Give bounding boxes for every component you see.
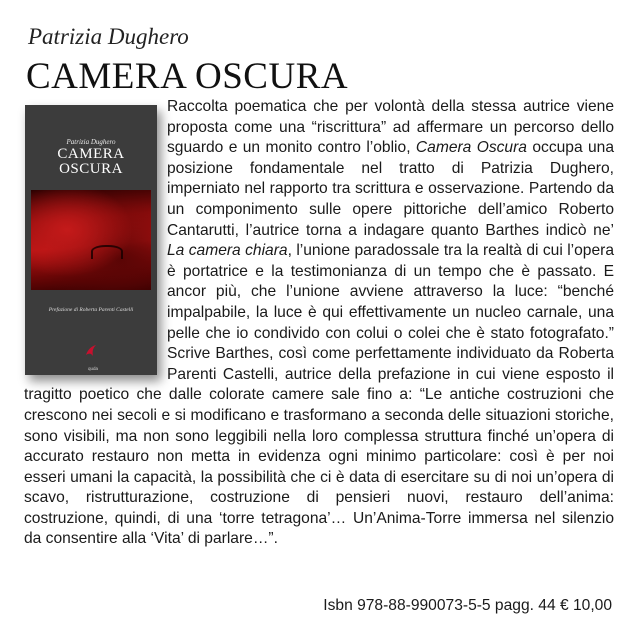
publisher-logo-icon — [83, 343, 99, 359]
book-description — [24, 97, 614, 550]
cover-title-line2: OSCURA — [59, 161, 123, 177]
text-part-2: occupa una posizione fondamentale nel tratto di Patrizia Dughero, imperniato nel rapporto tra scrittura e osservazione. Partendo da un componimento sulle opere pittoriche dell’amico Roberto Cantarutti, l’autrice torna a indagare quanto Barthes indicò ne’ — [167, 139, 615, 239]
cover-title-line1: CAMERA — [57, 146, 125, 162]
cover-publisher: quda — [87, 366, 98, 371]
book-cover-image — [25, 105, 157, 375]
cover-photo — [31, 190, 151, 290]
cover-title — [25, 147, 157, 177]
book-title: CAMERA OSCURA — [26, 56, 349, 97]
author-name: Patrizia Dughero — [28, 24, 189, 49]
cover-author: Patrizia Dughero — [66, 138, 116, 146]
text-part-3: , l’unione paradossale tra la realtà di cui l’opera è portatrice e la testimonianza di un tempo che è passato. E ancor più, che l’unione avviene attraverso la luce: “benché impalpabile, la luce è qui effettivamente un nucleo carnale, una pelle che io condivido con colui o colei che è stato fotografato.” Scrive Barthes, così come perfettamente individuato da Roberta Parenti Castelli, autrice della prefazione in cui viene esposto il tragitto poetico che dalle colorate camere sale fino a: “Le antiche costruzioni che crescono nei secoli e si modificano e trasformano a seconda delle situazioni storiche, sono visibili, ma non sono leggibili nella loro complessa struttura finché un’opera di accurato restauro non metta in evidenza ogni minimo particolare: così è per noi esseri umani la capacità, la possibilità che ci è data di esercitare su di noi un’opera di scavo, ristrutturazione, costruzione di pensieri nuovi, restauro dell’anima: costruzione, quindi, di una ‘torre tetragona’… Un’Anima-Torre immersa nel silenzio da consentire alla ‘Vita’ di parlare…”. — [24, 242, 615, 548]
text-italic-1: Camera Oscura — [415, 139, 527, 157]
text-italic-2: La camera chiara — [167, 242, 288, 260]
text-part-1: Raccolta poematica che per volontà della stessa autrice viene proposta come una “riscrittura” ad affermare un percorso dello sguardo e un monito contro l’oblio, — [167, 98, 614, 157]
cover-preface: Prefazione di Roberta Parenti Castelli — [48, 307, 134, 313]
isbn-price-line: Isbn 978-88-990073-5-5 pagg. 44 € 10,00 — [323, 597, 612, 614]
